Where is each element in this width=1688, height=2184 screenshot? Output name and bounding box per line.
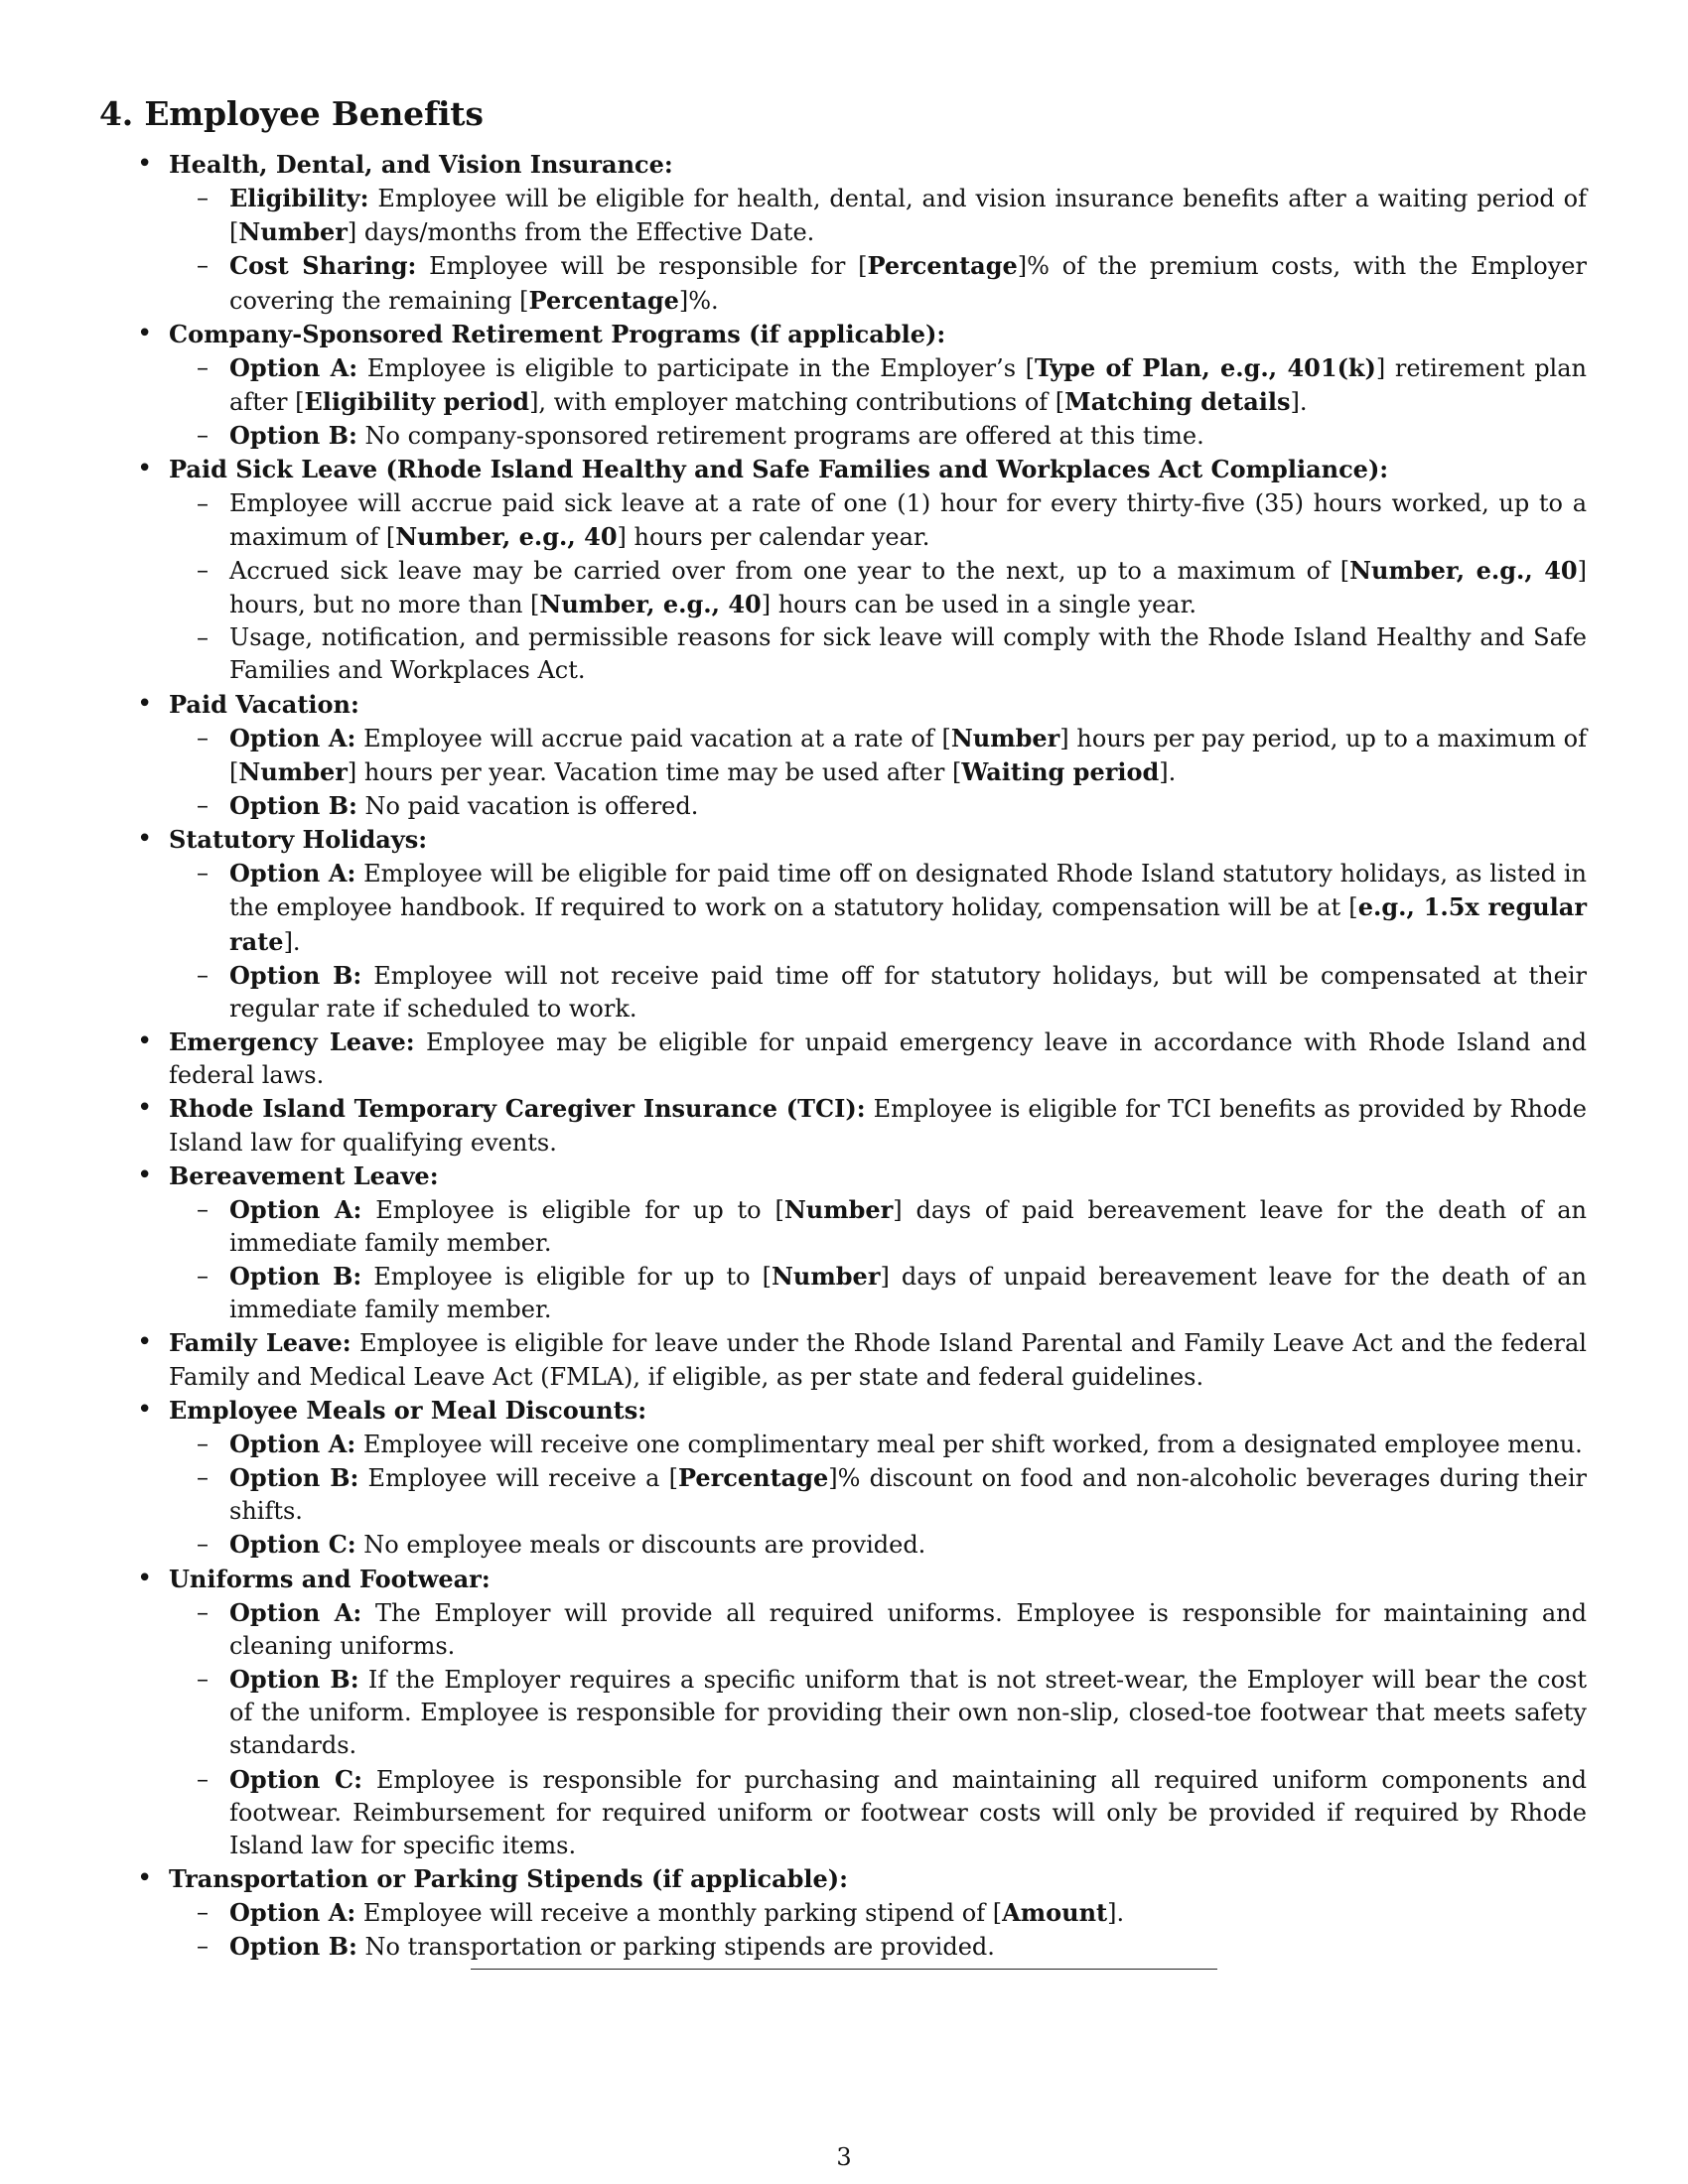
benefit-option [169, 182, 1587, 249]
benefit-option [169, 1528, 1587, 1562]
benefit-text: Employee is eligible for TCI benefits as provided by Rhode Island law for qualifying events. [169, 1095, 1587, 1157]
bold-text: Number [771, 1262, 881, 1292]
bold-text: Option A: [229, 352, 358, 382]
bold-text: Percentage [867, 251, 1018, 281]
benefit-option [169, 789, 1587, 823]
benefit-paid-vacation [99, 688, 1587, 824]
plain-text: ]. [1159, 757, 1177, 786]
plain-text: No employee meals or discounts are provided. [355, 1531, 926, 1560]
benefit-options-list [169, 182, 1587, 318]
plain-text: The Employer will provide all required uniforms. Employee is responsible for maintaining and cleaning uniforms. [229, 1598, 1588, 1660]
benefit-title: Paid Vacation: [169, 689, 359, 719]
benefits-list [99, 148, 1587, 1964]
benefit-uniforms-and-footwear [99, 1563, 1587, 1862]
benefit-title: Family Leave: [169, 1328, 352, 1358]
benefit-title: Emergency Leave: [169, 1027, 415, 1057]
plain-text: ] days of unpaid bereavement leave for the death of an immediate family member. [229, 1263, 1587, 1324]
benefit-options-list [169, 1596, 1587, 1862]
bold-text: Option B: [229, 790, 357, 820]
benefit-option [169, 1193, 1587, 1260]
bold-text: Eligibility: [229, 184, 369, 213]
plain-text: Employee is eligible for up to [ [361, 1263, 772, 1292]
bold-text: Option C: [229, 1764, 362, 1794]
benefit-option [169, 1461, 1587, 1528]
bold-text: Option A: [229, 1194, 362, 1224]
bold-text: Option A: [229, 1429, 356, 1458]
plain-text: ]%. [678, 286, 719, 315]
benefit-family-leave [99, 1326, 1587, 1393]
benefit-option [169, 1930, 1587, 1964]
plain-text: Employee will receive one complimentary meal per shift worked, from a designated employee menu. [355, 1430, 1583, 1458]
benefit-paid-sick-leave [99, 453, 1587, 687]
benefit-emergency-leave [99, 1025, 1587, 1092]
benefit-options-list [169, 857, 1587, 1025]
bold-text: Number, e.g., 40 [395, 521, 618, 551]
bold-text: Eligibility period [304, 387, 530, 417]
bold-text: Option A: [229, 859, 356, 888]
benefit-options-list [169, 1193, 1587, 1327]
plain-text: ], with employer matching contributions of [ [529, 388, 1065, 417]
plain-text: ] days of paid bereavement leave for the death of an immediate family member. [229, 1195, 1588, 1257]
benefit-options-list [169, 487, 1587, 688]
plain-text: ]. [1107, 1899, 1125, 1928]
bold-text: Number [238, 756, 348, 786]
benefit-health-dental-and-vision-insurance [99, 148, 1587, 318]
plain-text: Employee will accrue paid sick leave at a rate of one (1) hour for every thirty-five (35) hours worked, up to a maximum of [ [229, 488, 1587, 551]
benefit-option [169, 959, 1587, 1025]
plain-text: No company-sponsored retirement programs are offered at this time. [356, 422, 1204, 451]
benefit-option [169, 351, 1587, 419]
bold-text: Percentage [677, 1463, 829, 1493]
plain-text: Employee is eligible for up to [ [361, 1195, 784, 1224]
bold-text: Waiting period [961, 756, 1160, 786]
benefit-title: Health, Dental, and Vision Insurance: [169, 150, 673, 179]
benefit-option [169, 1428, 1587, 1461]
plain-text: ] hours per pay period, up to a maximum of [ [229, 724, 1587, 786]
benefit-option [169, 1596, 1587, 1663]
benefit-option [169, 1896, 1587, 1930]
bold-text: Option B: [229, 1262, 362, 1292]
bold-text: Number [950, 723, 1060, 752]
bold-text: e.g., 1.5x regular rate [229, 892, 1587, 956]
plain-text: ]% of the premium costs, with the Employer covering the remaining [ [229, 252, 1587, 315]
plain-text: ]. [1290, 388, 1308, 417]
benefit-title: Bereavement Leave: [169, 1160, 439, 1190]
benefit-statutory-holidays [99, 823, 1587, 1025]
benefit-options-list [169, 1428, 1587, 1563]
plain-text: ] hours per calendar year. [617, 522, 930, 551]
bold-text: Number, e.g., 40 [539, 590, 762, 619]
section-heading: 4. Employee Benefits [99, 94, 484, 133]
benefit-option [169, 621, 1587, 687]
plain-text: ]. [283, 927, 301, 956]
benefit-options-list [169, 1896, 1587, 1964]
plain-text: Accrued sick leave may be carried over from one year to the next, up to a maximum of [ [229, 556, 1350, 585]
plain-text: Employee will receive a monthly parking stipend of [ [355, 1899, 1003, 1928]
plain-text: Employee is responsible for purchasing and maintaining all required uniform components and footwear. Reimbursement for required uniform or footwear costs will only be provided if required by Rhode Island law for specific items. [229, 1765, 1588, 1859]
benefit-option [169, 857, 1587, 958]
plain-text: Employee will be responsible for [ [416, 252, 868, 281]
bold-text: Option B: [229, 421, 357, 451]
benefit-options-list [169, 722, 1587, 823]
plain-text: Employee will accrue paid vacation at a rate of [ [355, 724, 951, 752]
bold-text: Matching details [1064, 387, 1291, 417]
bold-text: Type of Plan, e.g., 401(k) [1035, 352, 1376, 382]
plain-text: If the Employer requires a specific uniform that is not street-wear, the Employer will bear the cost of the uniform. Employee is responsible for providing their own non-slip, closed-toe footwear that meets safety standards. [229, 1666, 1587, 1760]
bold-text: Cost Sharing: [229, 251, 417, 281]
plain-text: Employee is eligible to participate in the Employer’s [ [357, 353, 1035, 382]
plain-text: ] hours, but no more than [ [229, 556, 1587, 619]
plain-text: ]% discount on food and non-alcoholic beverages during their shifts. [229, 1464, 1588, 1526]
benefit-option [169, 487, 1587, 554]
plain-text: ] days/months from the Effective Date. [347, 218, 815, 247]
bold-text: Option C: [229, 1530, 356, 1560]
bold-text: Number, e.g., 40 [1349, 555, 1578, 585]
benefit-transportation-or-parking-stipends [99, 1862, 1587, 1964]
bold-text: Option B: [229, 1665, 359, 1695]
benefit-title: Employee Meals or Meal Discounts: [169, 1395, 647, 1425]
horizontal-rule [471, 1969, 1217, 1970]
bold-text: Percentage [528, 285, 679, 315]
plain-text: No paid vacation is offered. [356, 791, 699, 820]
benefit-option [169, 1763, 1587, 1862]
benefit-bereavement-leave [99, 1160, 1587, 1327]
bold-text: Option A: [229, 1597, 362, 1627]
benefit-title: Statutory Holidays: [169, 825, 428, 855]
plain-text: No transportation or parking stipends are provided. [356, 1933, 995, 1962]
plain-text: Employee will be eligible for health, dental, and vision insurance benefits after a waiting period of [ [229, 185, 1587, 247]
bold-text: Option B: [229, 1932, 357, 1962]
benefit-title: Transportation or Parking Stipends (if applicable): [169, 1863, 849, 1893]
bold-text: Amount [1002, 1898, 1108, 1928]
plain-text: Employee will be eligible for paid time off on designated Rhode Island statutory holidays, as listed in the employee handbook. If required to work on a statutory holiday, compensation will be at [ [229, 860, 1587, 922]
plain-text: Employee will receive a [ [358, 1464, 678, 1493]
bold-text: Option B: [229, 960, 362, 990]
benefit-text: Employee is eligible for leave under the Rhode Island Parental and Family Leave Act and the federal Family and Medical Leave Act (FMLA), if eligible, as per state and federal guidelines. [169, 1329, 1587, 1391]
bold-text: Number [238, 217, 348, 247]
bold-text: Option A: [229, 723, 356, 752]
benefit-employee-meals-or-meal-discounts [99, 1394, 1587, 1563]
benefit-option [169, 1663, 1587, 1762]
plain-text: Employee will not receive paid time off for statutory holidays, but will be compensated at their regular rate if scheduled to work. [229, 961, 1587, 1023]
benefit-company-sponsored-retirement-programs [99, 318, 1587, 454]
plain-text: ] hours per year. Vacation time may be used after [ [347, 757, 962, 786]
benefit-title: Rhode Island Temporary Caregiver Insurance (TCI): [169, 1094, 866, 1124]
benefit-option [169, 1260, 1587, 1326]
benefit-text: Employee may be eligible for unpaid emergency leave in accordance with Rhode Island and federal laws. [169, 1028, 1587, 1090]
page-number: 3 [836, 2143, 852, 2171]
benefit-option [169, 722, 1587, 789]
benefit-options-list [169, 351, 1587, 453]
plain-text: ] retirement plan after [ [229, 353, 1587, 417]
plain-text: Usage, notification, and permissible reasons for sick leave will comply with the Rhode Island Healthy and Safe Families and Workplaces Act. [229, 623, 1587, 685]
bold-text: Option A: [229, 1898, 356, 1928]
benefit-title: Company-Sponsored Retirement Programs (if applicable): [169, 319, 946, 348]
bold-text: Option B: [229, 1463, 359, 1493]
plain-text: ] hours can be used in a single year. [761, 591, 1197, 619]
benefit-option [169, 554, 1587, 621]
benefit-title: Paid Sick Leave (Rhode Island Healthy and Safe Families and Workplaces Act Compliance): [169, 455, 1389, 484]
benefit-title: Uniforms and Footwear: [169, 1564, 491, 1593]
benefit-option [169, 249, 1587, 317]
benefit-option [169, 419, 1587, 453]
bold-text: Number [783, 1194, 894, 1224]
benefit-rhode-island-temporary-caregiver-insurance [99, 1092, 1587, 1159]
